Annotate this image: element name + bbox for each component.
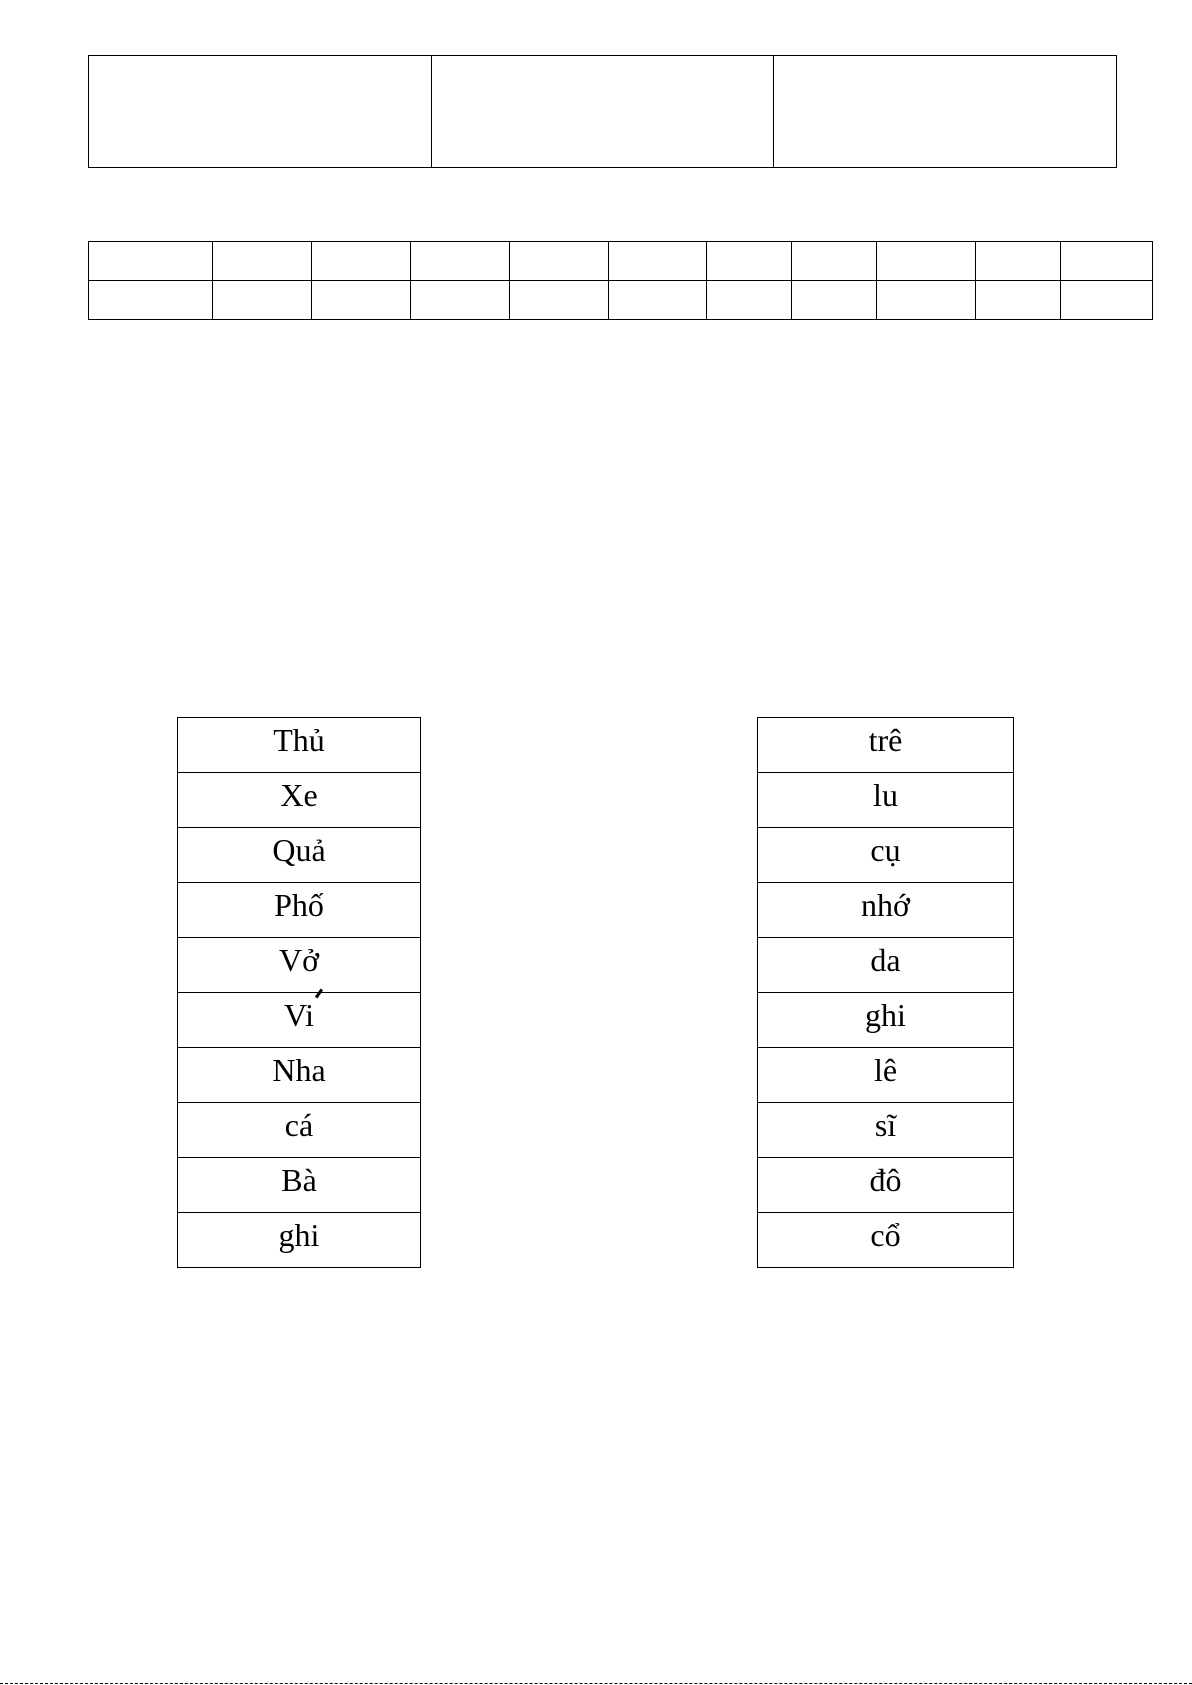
left-word-cell: Bà (178, 1158, 421, 1213)
right-word-row (758, 1213, 1014, 1268)
right-word-cell: sĩ (758, 1103, 1014, 1158)
left-word-row (178, 938, 421, 993)
score-grid (88, 241, 1153, 320)
left-word-cell: Vở (178, 938, 421, 993)
left-word-cell: Quả (178, 828, 421, 883)
left-word-column (177, 717, 421, 1268)
left-word-cell: Nha (178, 1048, 421, 1103)
score-cell (1061, 281, 1153, 320)
header-box-row (89, 56, 1117, 168)
left-word-row (178, 1048, 421, 1103)
right-word-row (758, 1158, 1014, 1213)
right-word-cell: da (758, 938, 1014, 993)
right-word-cell: lu (758, 773, 1014, 828)
right-word-row (758, 1048, 1014, 1103)
left-word-cell: Phố (178, 883, 421, 938)
left-word-row (178, 773, 421, 828)
right-word-row (758, 718, 1014, 773)
right-word-cell: lê (758, 1048, 1014, 1103)
right-word-row (758, 1103, 1014, 1158)
left-word-row (178, 1103, 421, 1158)
score-cell (608, 242, 707, 281)
right-word-row (758, 993, 1014, 1048)
header-cell-left (89, 56, 432, 168)
right-word-row (758, 828, 1014, 883)
header-box (88, 55, 1117, 168)
left-word-cell: Vi (178, 993, 421, 1048)
score-cell (509, 242, 608, 281)
score-cell (212, 281, 311, 320)
score-cell (976, 242, 1061, 281)
header-cell-right (774, 56, 1117, 168)
score-cell (311, 281, 410, 320)
score-cell (509, 281, 608, 320)
left-word-row (178, 883, 421, 938)
right-word-cell: cổ (758, 1213, 1014, 1268)
left-word-row (178, 1158, 421, 1213)
score-cell (410, 281, 509, 320)
score-cell (311, 242, 410, 281)
right-word-cell: nhớ (758, 883, 1014, 938)
score-grid-row-1 (89, 242, 1153, 281)
right-word-row (758, 883, 1014, 938)
left-word-row (178, 718, 421, 773)
right-word-cell: cụ (758, 828, 1014, 883)
score-cell (877, 281, 976, 320)
left-word-cell: cá (178, 1103, 421, 1158)
left-word-row (178, 993, 421, 1048)
score-cell (707, 242, 792, 281)
score-cell (212, 242, 311, 281)
score-cell (877, 242, 976, 281)
right-word-cell: trê (758, 718, 1014, 773)
score-cell (1061, 242, 1153, 281)
score-cell (608, 281, 707, 320)
right-word-cell: đô (758, 1158, 1014, 1213)
left-word-row (178, 828, 421, 883)
score-cell (792, 281, 877, 320)
right-word-cell: ghi (758, 993, 1014, 1048)
score-grid-row-2 (89, 281, 1153, 320)
right-word-row (758, 773, 1014, 828)
score-cell (976, 281, 1061, 320)
left-word-cell: Xe (178, 773, 421, 828)
score-cell (410, 242, 509, 281)
left-word-cell: ghi (178, 1213, 421, 1268)
right-word-row (758, 938, 1014, 993)
left-word-row (178, 1213, 421, 1268)
header-cell-middle (431, 56, 774, 168)
score-cell (707, 281, 792, 320)
left-word-cell: Thủ (178, 718, 421, 773)
score-cell (89, 242, 213, 281)
right-word-column (757, 717, 1014, 1268)
score-cell (792, 242, 877, 281)
score-cell (89, 281, 213, 320)
